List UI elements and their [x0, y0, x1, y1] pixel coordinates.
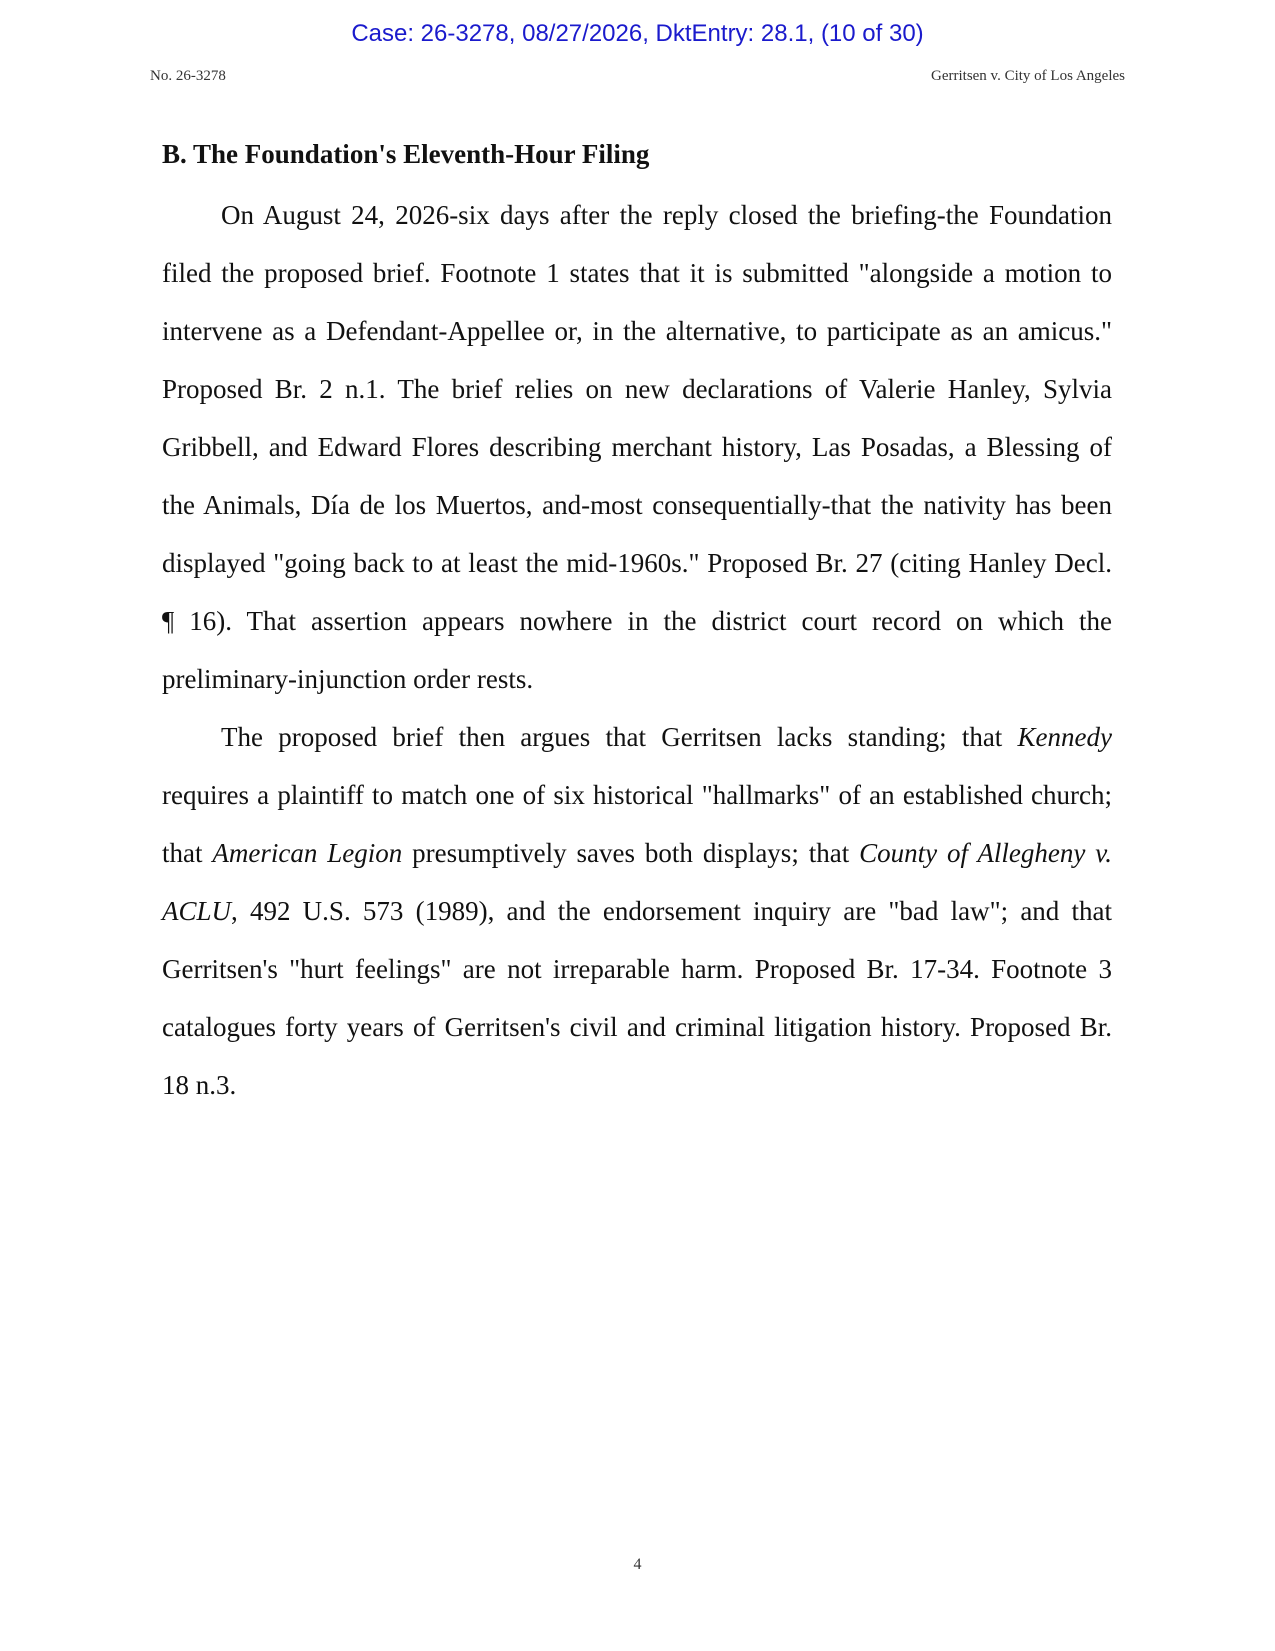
page-number: 4	[633, 1556, 642, 1573]
docket-stamp: Case: 26-3278, 08/27/2026, DktEntry: 28.1, (10 of 30)	[351, 20, 924, 47]
paragraph-2-text: The proposed brief then argues that Gerritsen lacks standing; that	[221, 722, 1018, 752]
running-head-case-caption: Gerritsen v. City of Los Angeles	[931, 68, 1125, 84]
case-name-kennedy: Kennedy	[1017, 722, 1112, 752]
paragraph-2-text: requires a plaintiff to match one of six historical "hallmarks" of an established church; that	[162, 780, 1112, 868]
paragraph-2-text: presumptively saves both displays; that	[402, 838, 860, 868]
section-heading: B. The Foundation's Eleventh-Hour Filing	[162, 139, 650, 169]
paragraph-1: On August 24, 2026-six days after the reply closed the briefing-the Foundation filed the proposed brief. Footnote 1 states that it is submitted "alongside a motion to intervene as a Defendant-Appellee or, in the alternative, to participate as an amicus." Proposed Br. 2 n.1. The brief relies on new declarations of Valerie Hanley, Sylvia Gribbell, and Edward Flores describing merchant history, Las Posadas, a Blessing of the Animals, Día de los Muertos, and-most consequentially-that the nativity has been displayed "going back to at least the mid-1960s." Proposed Br. 27 (citing Hanley Decl. ¶ 16). That assertion appears nowhere in the district court record on which the preliminary-injunction order rests.	[162, 200, 1112, 694]
running-head-case-number: No. 26-3278	[150, 68, 226, 84]
case-name-american-legion: American Legion	[212, 838, 403, 868]
paragraph-2	[162, 708, 1112, 1114]
page-body	[162, 136, 1112, 1114]
paragraph-2-text: , 492 U.S. 573 (1989), and the endorsement inquiry are "bad law"; and that Gerritsen's "hurt feelings" are not irreparable harm. Proposed Br. 17-34. Footnote 3 catalogues forty years of Gerritsen's civil and criminal litigation history. Proposed Br. 18 n.3.	[162, 896, 1112, 1100]
case-name-county-of-allegheny: County of Allegheny v. ACLU	[162, 838, 1112, 926]
